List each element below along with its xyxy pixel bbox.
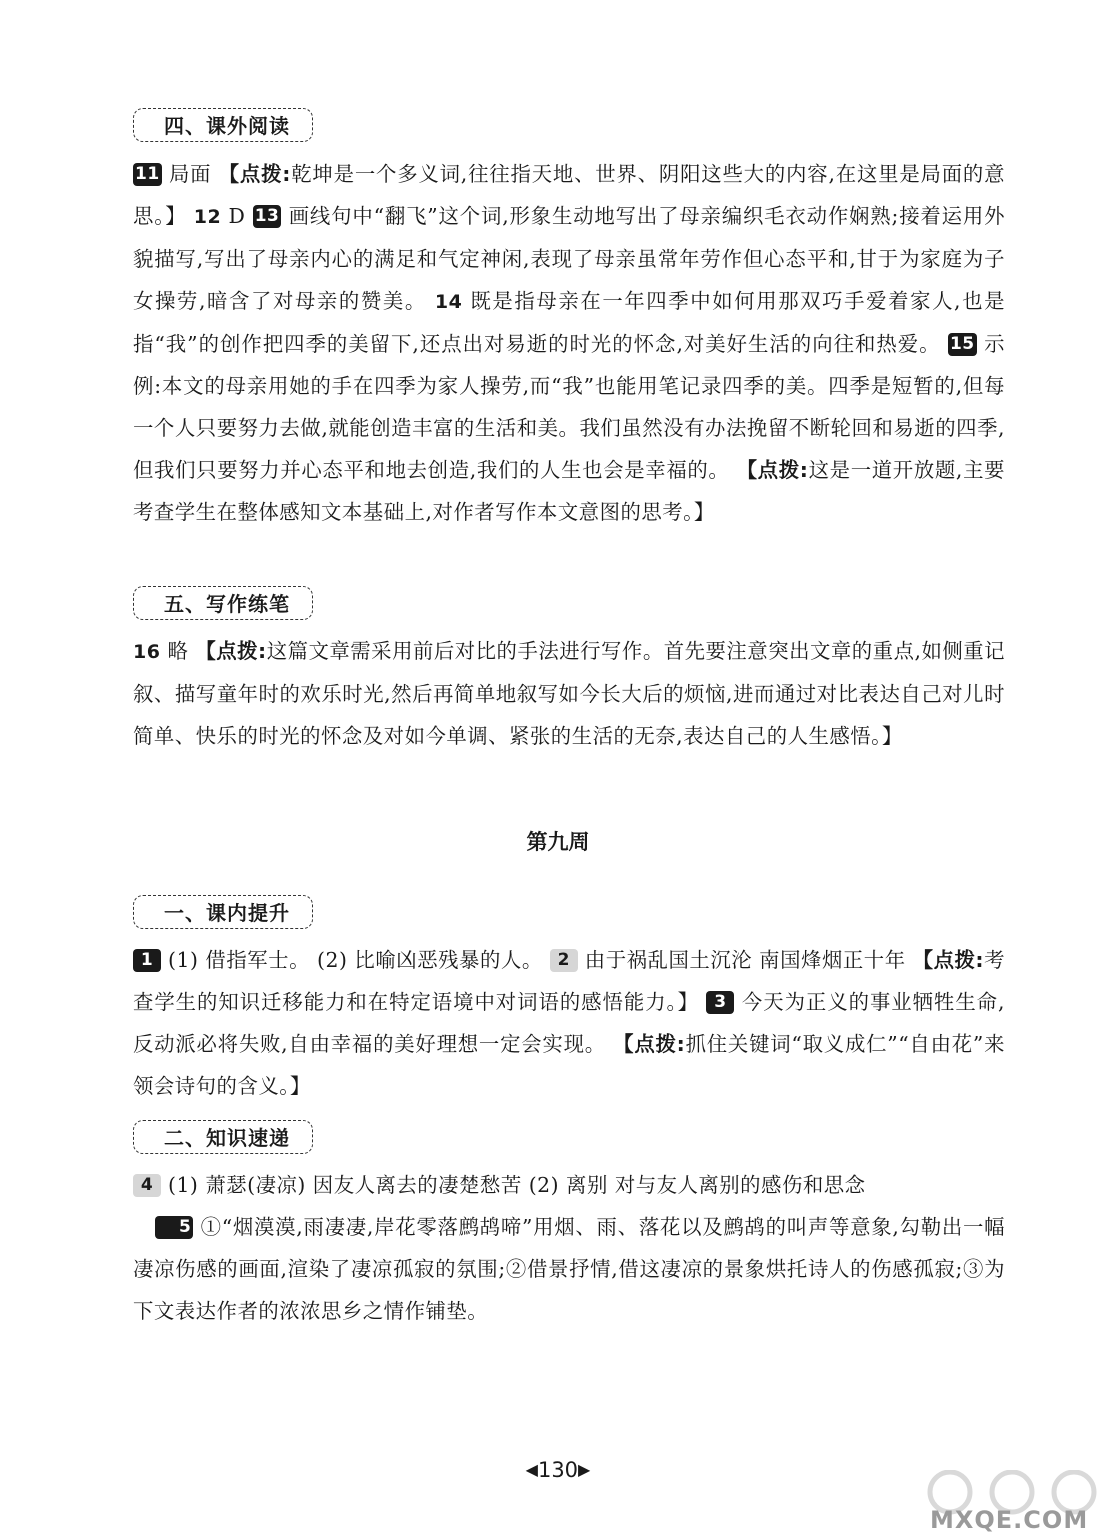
answer-5 [133,1206,1005,1332]
question-number-badge: 4 [133,1174,161,1197]
tip-label: 【点拨: [195,639,267,663]
answer-text: 由于祸乱国土沉沦 南国烽烟正十年 [584,948,906,972]
tip-text: 抓住关键词“取义成仁”“自由花”来领会诗句的含义。】 [133,1032,1006,1098]
tip-label: 【点拨: [218,162,291,186]
watermark-text: MXQE.COM [930,1506,1089,1534]
question-number-badge: 13 [254,206,280,226]
question-number-badge: 11 [135,164,160,184]
answer-text: 略 [167,639,189,663]
tip-text: 乾坤是一个多义词,往往指天地、世界、阴阳这些大的内容,在这里是局面的意思。】 [133,162,1006,228]
tip-label: 【点拨: [736,458,809,482]
left-triangle-icon: ◀ [525,1460,538,1479]
question-number-badge: 1 [133,949,161,972]
answer-16 [133,630,1005,757]
right-triangle-icon: ▶ [578,1460,591,1479]
section-heading-writing-practice: 五、写作练笔 [133,586,313,620]
section-heading-extracurricular-reading: 四、课外阅读 [133,108,313,142]
section-heading-knowledge-express: 二、知识速递 [133,1120,313,1154]
question-number-badge: 3 [706,991,734,1014]
tip-label: 【点拨: [613,1032,686,1056]
question-number-badge: 5 [155,1216,193,1239]
page-number-value: 130 [537,1458,579,1482]
question-number-badge: 15 [949,334,975,354]
answer-text: 既是指母亲在一年四季中如何用那双巧手爱着家人,也是指“我”的创作把四季的美留下,还点出对易逝的时光的怀念,对美好生活的向往和热爱。 [133,289,1006,356]
week-title: 第九周 [526,830,590,854]
question-number-badge: 2 [550,949,578,972]
answer-text: 画线句中“翻飞”这个词,形象生动地写出了母亲编织毛衣动作娴熟;接着运用外貌描写,写出了母亲内心的满足和气定神闲,表现了母亲虽常年劳作但心态平和,甘于为家庭为子女操劳,暗含了对母亲的赞美。 [133,204,1005,313]
answer-text: D [228,204,246,228]
tip-text: 这篇文章需采用前后对比的手法进行写作。首先要注意突出文章的重点,如侧重记叙、描写童年时的欢乐时光,然后再简单地叙写如今长大后的烦恼,进而通过对比表达自己对儿时简单、快乐的时光的怀念及对如今单调、紧张的生活的无奈,表达自己的人生感悟。】 [133,639,1006,748]
question-number: 16 [133,641,161,663]
tip-text: 这是一道开放题,主要考查学生在整体感知文本基础上,对作者写作本文意图的思考。】 [133,458,1006,524]
answers-11-15 [133,153,1005,533]
section-heading-in-class-improvement: 一、课内提升 [133,895,313,929]
answer-text: 示例:本文的母亲用她的手在四季为家人操劳,而“我”也能用笔记录四季的美。四季是短暂的,但每一个人只要努力去做,就能创造丰富的生活和美。我们虽然没有办法挽留不断轮回和易逝的四季,但我们只要努力并心态平和地去创造,我们的人生也会是幸福的。 [133,332,1006,482]
answer-text: ①“烟漠漠,雨凄凄,岸花零落鹧鸪啼”用烟、雨、落花以及鹧鸪的叫声等意象,勾勒出一幅凄凉伤感的画面,渲染了凄凉孤寂的氛围;②借景抒情,借这凄凉的景象烘托诗人的伤感孤寂;③为下文表达作者的浓浓思乡之情作铺垫。 [133,1215,1006,1323]
tip-text: 考查学生的知识迁移能力和在特定语境中对词语的感悟能力。】 [133,948,1006,1014]
tip-label: 【点拨: [912,948,985,972]
answer-text: (1) 借指军士。 (2) 比喻凶恶残暴的人。 [168,948,543,972]
question-number: 12 [193,206,222,228]
question-number: 14 [434,291,463,313]
answer-4 [133,1164,1005,1206]
answer-text: 今天为正义的事业牺牲生命,反动派必将失败,自由幸福的美好理想一定会实现。 [133,990,1005,1056]
answer-text: 局面 [168,162,212,186]
answer-text: (1) 萧瑟(凄凉) 因友人离去的凄楚愁苦 (2) 离别 对与友人离别的感伤和思念 [167,1173,866,1197]
answers-1-3 [133,939,1005,1107]
